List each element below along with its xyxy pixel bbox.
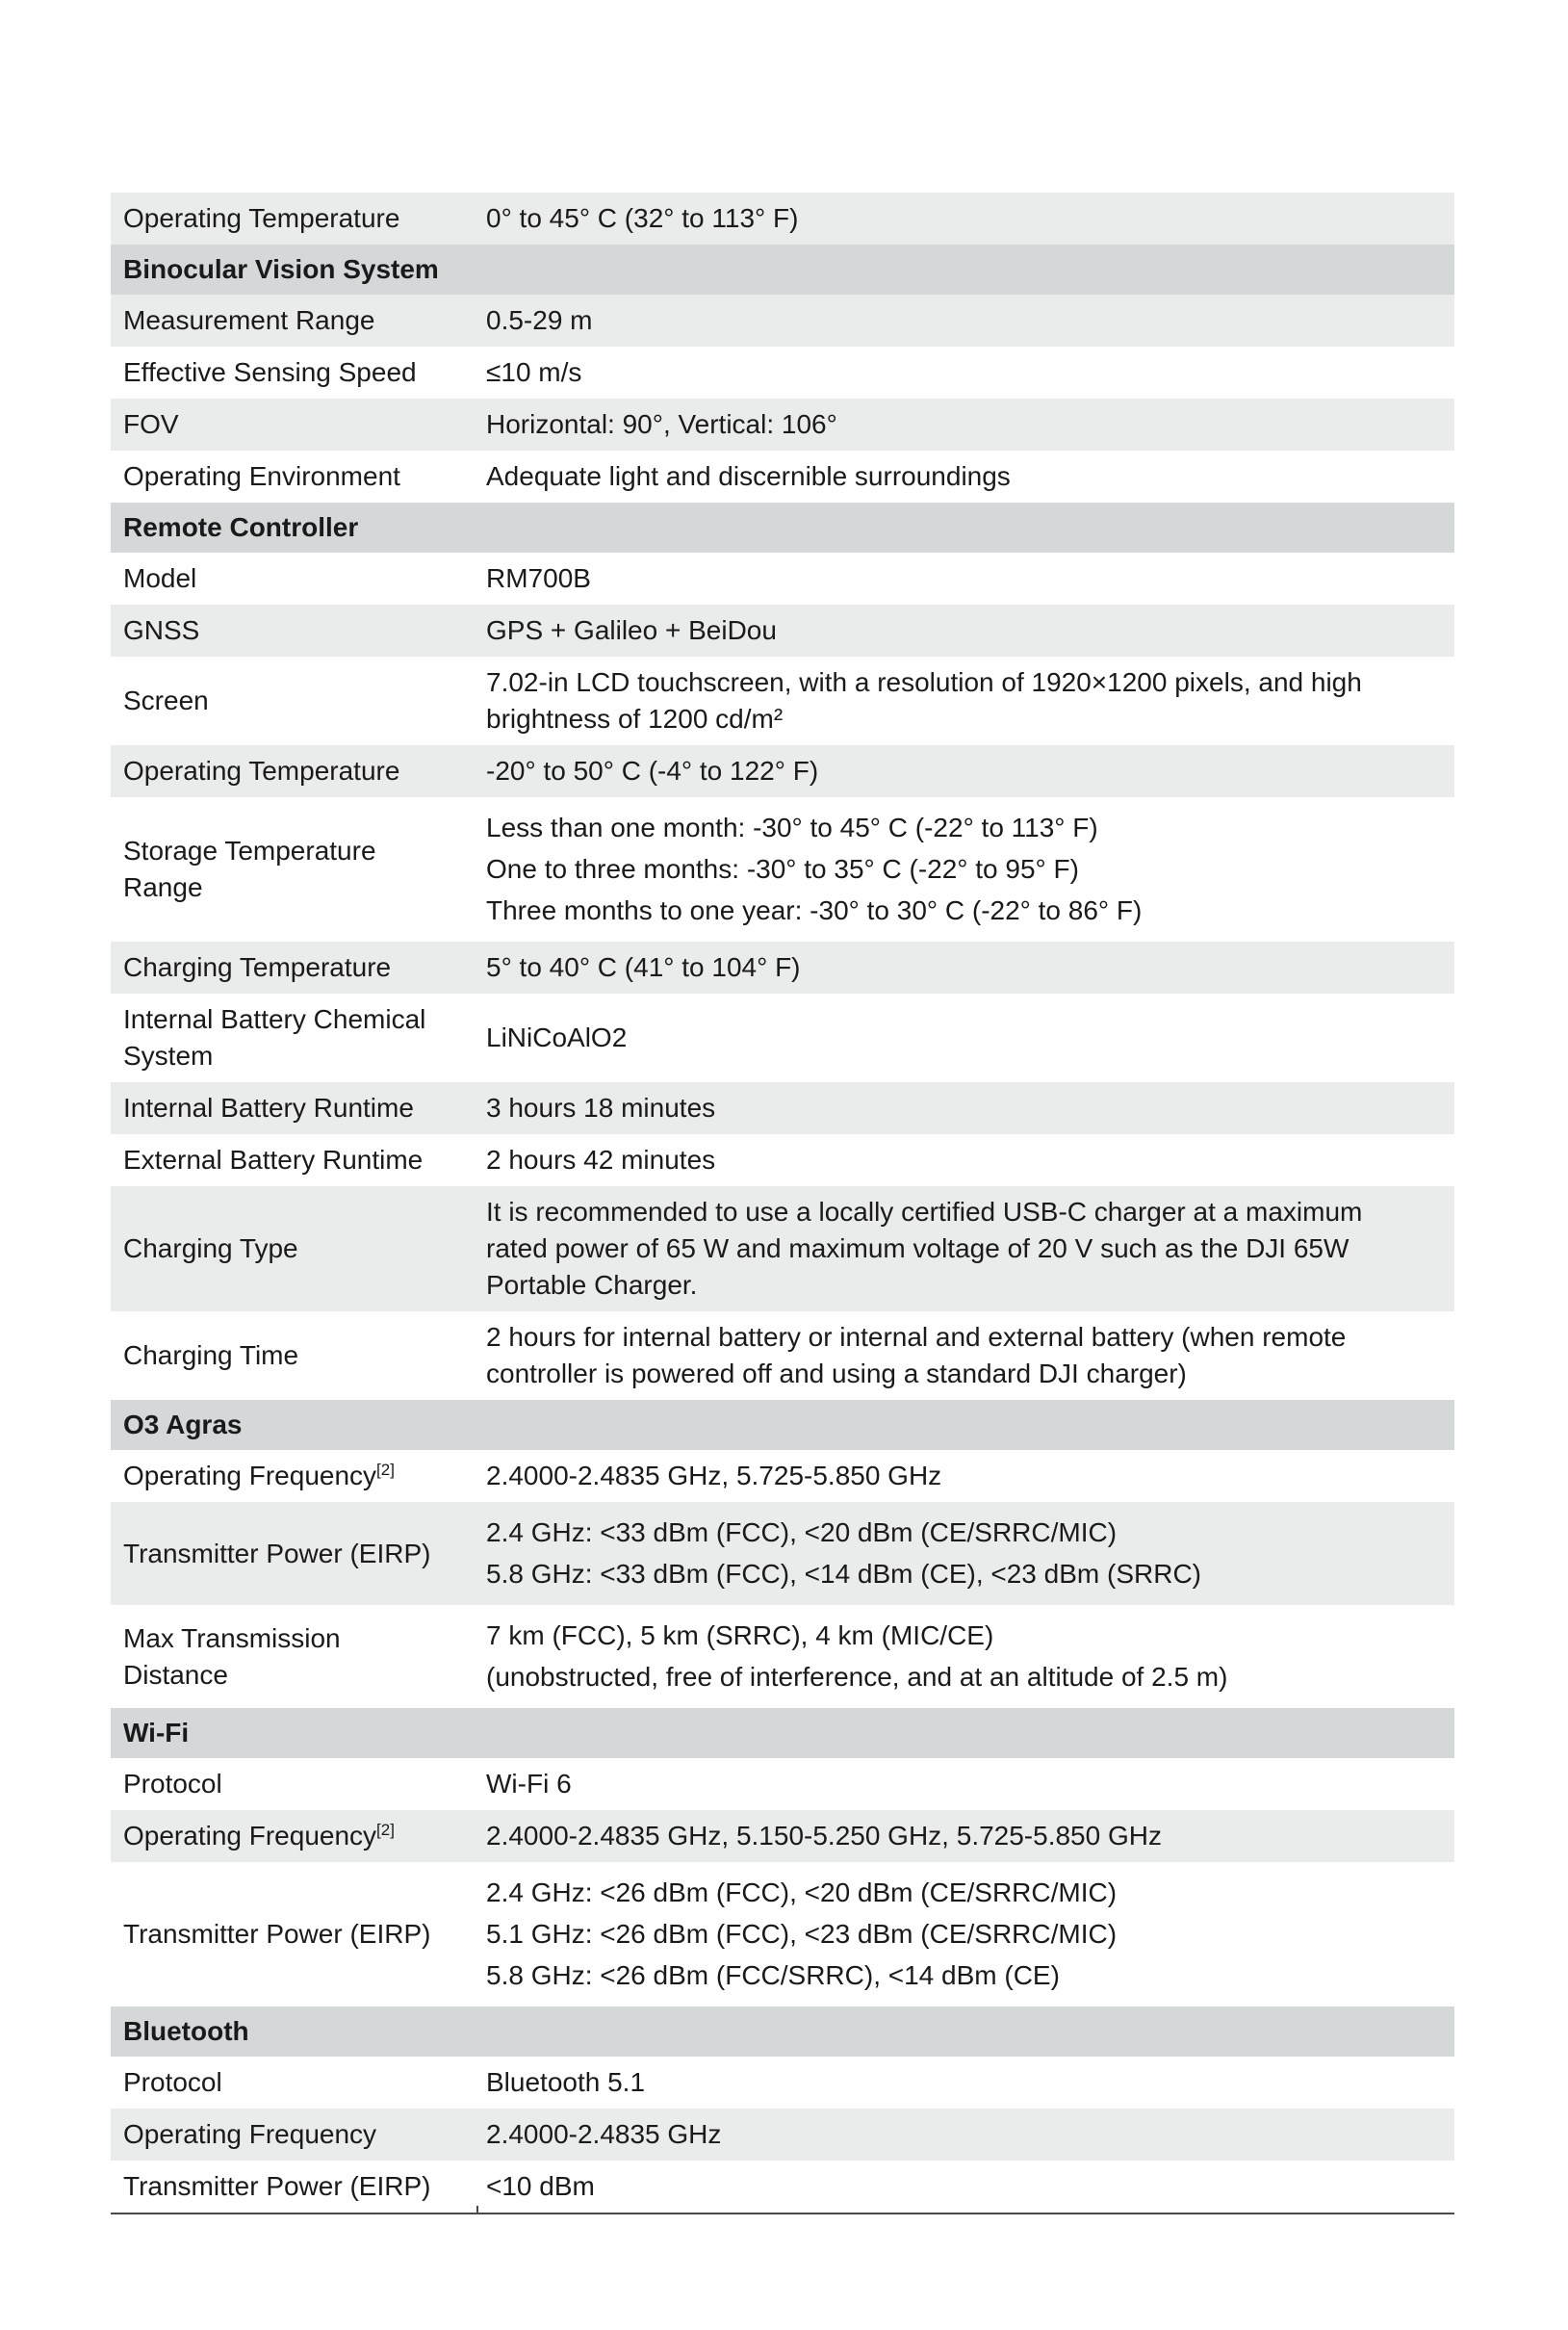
row-label-text: Operating Temperature [123, 203, 400, 233]
row-label-line [123, 406, 467, 443]
row-value [476, 2116, 1454, 2153]
row-label-text: External Battery Runtime [123, 1145, 424, 1175]
section-header-row [111, 1400, 1454, 1450]
row-label-text: Transmitter Power (EIRP) [123, 1538, 431, 1568]
spec-row [111, 1758, 1454, 1810]
row-value-line: Wi-Fi 6 [486, 1769, 572, 1799]
row-value-line: 7 km (FCC), 5 km (SRRC), 4 km (MIC/CE) [486, 1620, 994, 1650]
row-label-line [123, 302, 467, 339]
row-value [476, 1870, 1454, 1999]
row-value [476, 753, 1454, 790]
row-label-line [123, 1818, 467, 1854]
row-value-line: 3 hours 18 minutes [486, 1093, 716, 1123]
row-value-line: <10 dBm [486, 2171, 595, 2201]
row-value [476, 805, 1454, 934]
section-title: Binocular Vision System [123, 254, 439, 284]
row-label [111, 1620, 476, 1694]
row-label-text: Screen [123, 686, 209, 715]
row-label [111, 612, 476, 649]
spec-row [111, 399, 1454, 451]
section-header-row [111, 245, 1454, 295]
row-label-text: Charging Temperature [123, 952, 392, 982]
row-value [476, 664, 1454, 738]
row-label-line [123, 1916, 467, 1953]
row-label [111, 753, 476, 790]
row-label [111, 1766, 476, 1802]
section-title: Remote Controller [123, 512, 359, 542]
row-label [111, 683, 476, 719]
row-label-line [123, 1001, 467, 1038]
row-label-text: Charging Time [123, 1340, 299, 1370]
row-label-text: Distance [123, 1659, 228, 1690]
row-label-text: Model [123, 563, 197, 593]
row-label [111, 200, 476, 237]
row-label-line [123, 458, 467, 495]
row-value-line: 2.4000-2.4835 GHz [486, 2119, 722, 2149]
footnote-superscript: [2] [376, 1821, 395, 1839]
row-value-line: 5.1 GHz: <26 dBm (FCC), <23 dBm (CE/SRRC/MIC) [486, 1919, 1118, 1949]
row-label-line [123, 2064, 467, 2101]
footnote-superscript: [2] [376, 1461, 395, 1479]
spec-row [111, 1450, 1454, 1502]
row-label-text: GNSS [123, 615, 200, 645]
row-label-text: Max Transmission [123, 1622, 341, 1653]
row-value [476, 1766, 1454, 1802]
spec-row [111, 451, 1454, 503]
row-label [111, 1916, 476, 1953]
row-label-line [123, 1090, 467, 1126]
row-label [111, 1001, 476, 1074]
row-value-line: 2.4 GHz: <26 dBm (FCC), <20 dBm (CE/SRRC/MIC) [486, 1877, 1118, 1907]
row-value-line: -20° to 50° C (-4° to 122° F) [486, 756, 819, 786]
row-label-line [123, 1766, 467, 1802]
spec-row [111, 347, 1454, 399]
row-value-line: 0.5-29 m [486, 305, 593, 335]
row-label-line [123, 200, 467, 237]
spec-row [111, 1082, 1454, 1134]
row-label-line [123, 1038, 467, 1074]
row-value [476, 560, 1454, 597]
row-value [476, 1020, 1454, 1056]
row-value [476, 1510, 1454, 1597]
row-label [111, 1458, 476, 1494]
row-value-line: 7.02-in LCD touchscreen, with a resolution of 1920×1200 pixels, and high [486, 667, 1362, 697]
row-label-line [123, 560, 467, 597]
row-value [476, 302, 1454, 339]
row-value [476, 406, 1454, 443]
spec-row [111, 745, 1454, 797]
row-label-line [123, 2116, 467, 2153]
row-label-line [123, 1230, 467, 1267]
row-value [476, 2168, 1454, 2205]
row-value-line: It is recommended to use a locally certified USB-C charger at a maximum [486, 1197, 1363, 1227]
row-label-line [123, 2168, 467, 2205]
row-label-line [123, 833, 467, 869]
row-label [111, 354, 476, 391]
spec-row [111, 1186, 1454, 1311]
row-label-text: Protocol [123, 1769, 222, 1799]
row-label-line [123, 1536, 467, 1572]
section-header-row [111, 503, 1454, 553]
row-label-text: Range [123, 872, 203, 902]
row-label [111, 833, 476, 906]
row-value [476, 949, 1454, 986]
row-label [111, 1090, 476, 1126]
section-title: Wi-Fi [123, 1718, 190, 1748]
section-header-row [111, 1708, 1454, 1758]
row-label-text: Operating Frequency [123, 2119, 377, 2149]
row-value-line: 2 hours for internal battery or internal and external battery (when remote [486, 1322, 1347, 1352]
row-label-text: Operating Frequency [123, 1821, 377, 1851]
row-label-text: FOV [123, 409, 179, 439]
row-label [111, 2116, 476, 2153]
section-header-row [111, 2006, 1454, 2057]
row-value-line: Horizontal: 90°, Vertical: 106° [486, 409, 837, 439]
row-value-line: Three months to one year: -30° to 30° C (-22° to 86° F) [486, 895, 1143, 925]
row-label-text: Protocol [123, 2067, 222, 2097]
row-label-line [123, 949, 467, 986]
row-label-text: Operating Environment [123, 461, 400, 491]
row-value [476, 1194, 1454, 1304]
row-value-line: Less than one month: -30° to 45° C (-22° to 113° F) [486, 813, 1098, 842]
row-label-text: Storage Temperature [123, 836, 376, 866]
column-divider-tick [476, 2206, 478, 2213]
row-value-line: ≤10 m/s [486, 357, 582, 387]
row-label-text: Transmitter Power (EIRP) [123, 1919, 431, 1949]
row-value [476, 1090, 1454, 1126]
row-label [111, 2168, 476, 2205]
row-value-line: 2.4 GHz: <33 dBm (FCC), <20 dBm (CE/SRRC/MIC) [486, 1517, 1118, 1547]
row-label [111, 560, 476, 597]
row-value-line: 5° to 40° C (41° to 104° F) [486, 952, 801, 982]
row-label-line [123, 1657, 467, 1694]
row-value-line: Bluetooth 5.1 [486, 2067, 646, 2097]
row-label-line [123, 354, 467, 391]
row-label-text: Operating Frequency [123, 1461, 377, 1490]
spec-row [111, 1810, 1454, 1862]
row-label [111, 2064, 476, 2101]
spec-row [111, 2109, 1454, 2161]
row-value-line: 2.4000-2.4835 GHz, 5.725-5.850 GHz [486, 1461, 942, 1490]
row-value-line: controller is powered off and using a standard DJI charger) [486, 1359, 1187, 1388]
spec-row [111, 553, 1454, 605]
row-label [111, 1818, 476, 1854]
row-value [476, 2064, 1454, 2101]
row-label [111, 949, 476, 986]
row-value [476, 1142, 1454, 1178]
row-value [476, 1818, 1454, 1854]
row-value-line: 5.8 GHz: <33 dBm (FCC), <14 dBm (CE), <23 dBm (SRRC) [486, 1559, 1201, 1589]
spec-row [111, 1502, 1454, 1605]
row-value [476, 200, 1454, 237]
spec-row [111, 605, 1454, 657]
spec-row [111, 1134, 1454, 1186]
row-label [111, 302, 476, 339]
row-value [476, 1613, 1454, 1700]
row-label-line [123, 1458, 467, 1494]
row-label-line [123, 1620, 467, 1657]
row-value-line: LiNiCoAlO2 [486, 1023, 628, 1052]
row-value-line: (unobstructed, free of interference, and at an altitude of 2.5 m) [486, 1662, 1228, 1692]
row-label-text: System [123, 1041, 214, 1071]
spec-row [111, 657, 1454, 745]
row-label-line [123, 612, 467, 649]
row-value-line: rated power of 65 W and maximum voltage of 20 V such as the DJI 65W [486, 1233, 1350, 1263]
row-value [476, 612, 1454, 649]
section-title: Bluetooth [123, 2016, 249, 2046]
row-label [111, 1536, 476, 1572]
row-value-line: brightness of 1200 cd/m² [486, 704, 784, 734]
row-label-line [123, 1142, 467, 1178]
row-label-text: Operating Temperature [123, 756, 400, 786]
spec-row [111, 295, 1454, 347]
row-label [111, 1337, 476, 1374]
row-label-text: Effective Sensing Speed [123, 357, 417, 387]
spec-table [111, 193, 1454, 2214]
row-value [476, 458, 1454, 495]
row-value-line: 2 hours 42 minutes [486, 1145, 716, 1175]
row-label-text: Internal Battery Chemical [123, 1004, 426, 1034]
row-value-line: Adequate light and discernible surroundings [486, 461, 1011, 491]
section-title: O3 Agras [123, 1410, 243, 1439]
row-label [111, 1230, 476, 1267]
row-label [111, 458, 476, 495]
row-label [111, 406, 476, 443]
row-value [476, 1319, 1454, 1392]
row-value-line: GPS + Galileo + BeiDou [486, 615, 777, 645]
spec-row [111, 994, 1454, 1082]
row-value [476, 1458, 1454, 1494]
row-label-line [123, 683, 467, 719]
spec-row [111, 2161, 1454, 2213]
spec-row [111, 1605, 1454, 1708]
row-value-line: 0° to 45° C (32° to 113° F) [486, 203, 799, 233]
row-label-line [123, 753, 467, 790]
spec-row [111, 797, 1454, 942]
spec-row [111, 193, 1454, 245]
row-value-line: 2.4000-2.4835 GHz, 5.150-5.250 GHz, 5.725-5.850 GHz [486, 1821, 1162, 1851]
row-label-line [123, 869, 467, 906]
row-value-line: RM700B [486, 563, 591, 593]
row-value-line: Portable Charger. [486, 1270, 698, 1300]
row-label [111, 1142, 476, 1178]
spec-row [111, 2057, 1454, 2109]
row-label-text: Transmitter Power (EIRP) [123, 2171, 431, 2201]
row-value [476, 354, 1454, 391]
row-value-line: 5.8 GHz: <26 dBm (FCC/SRRC), <14 dBm (CE) [486, 1960, 1060, 1990]
row-label-text: Measurement Range [123, 305, 375, 335]
row-label-text: Internal Battery Runtime [123, 1093, 414, 1123]
row-label-text: Charging Type [123, 1233, 298, 1263]
row-label-line [123, 1337, 467, 1374]
spec-row [111, 942, 1454, 994]
spec-row [111, 1862, 1454, 2006]
row-value-line: One to three months: -30° to 35° C (-22° to 95° F) [486, 854, 1079, 884]
spec-row [111, 1311, 1454, 1400]
